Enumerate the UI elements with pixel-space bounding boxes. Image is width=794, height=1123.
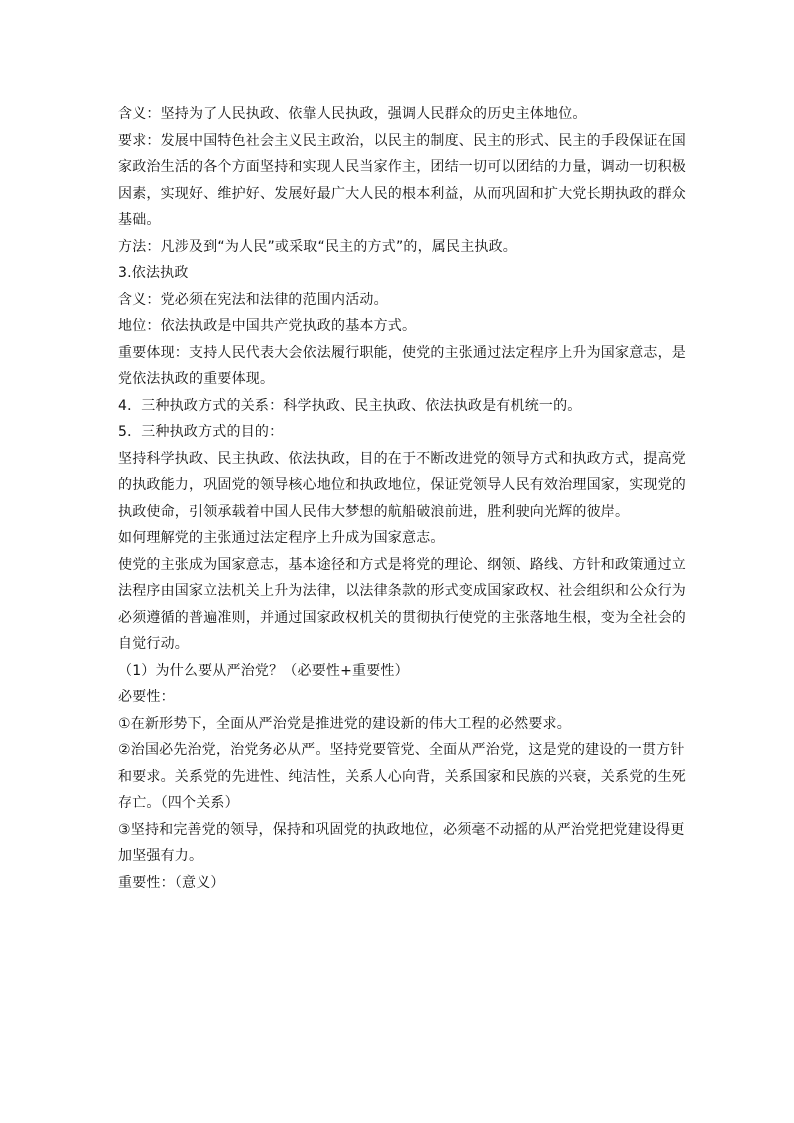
- text-line: 家政治生活的各个方面坚持和实现人民当家作主，团结一切可以团结的力量，调动一切积极: [118, 159, 686, 175]
- text-line: 重要性：（意义）: [118, 874, 225, 891]
- text-line: 含义：党必须在宪法和法律的范围内活动。: [118, 291, 388, 308]
- text-line: 必须遵循的普遍准则，并通过国家政权机关的贯彻执行使党的主张落地生根，变为全社会的: [118, 609, 686, 626]
- section-heading: 4．三种执政方式的关系：科学执政、民主执政、依法执政是有机统一的。: [118, 397, 582, 414]
- text-line: 因素，实现好、维护好、发展好最广大人民的根本利益，从而巩固和扩大党长期执政的群众: [118, 185, 686, 202]
- section-heading: 5．三种执政方式的目的：: [118, 424, 284, 440]
- text-line: 坚持科学执政、民主执政、依法执政，目的在于不断改进党的领导方式和执政方式，提高党: [118, 450, 686, 467]
- text-line: 基础。: [118, 212, 161, 228]
- question-line: （1）为什么要从严治党？（必要性+重要性）: [118, 662, 409, 679]
- text-line: 使党的主张成为国家意志，基本途径和方式是将党的理论、纲领、路线、方针和政策通过立: [118, 556, 686, 573]
- text-line: 要求：发展中国特色社会主义民主政治，以民主的制度、民主的形式、民主的手段保证在国: [118, 132, 686, 149]
- text-line: 和要求。关系党的先进性、纯洁性，关系人心向背，关系国家和民族的兴衰，关系党的生死: [118, 768, 686, 785]
- text-line: 自觉行动。: [118, 636, 189, 652]
- text-line: 执政使命，引领承载着中国人民伟大梦想的航船破浪前进，胜利驶向光辉的彼岸。: [118, 503, 630, 520]
- text-line: 必要性：: [118, 689, 175, 705]
- list-item: ①在新形势下，全面从严治党是推进党的建设新的伟大工程的必然要求。: [118, 715, 571, 732]
- text-line: 含义：坚持为了人民执政、依靠人民执政，强调人民群众的历史主体地位。: [118, 106, 587, 122]
- text-line: 加坚强有力。: [118, 848, 204, 864]
- document-page: [118, 101, 686, 896]
- text-line: 重要体现：支持人民代表大会依法履行职能，使党的主张通过法定程序上升为国家意志，是: [118, 344, 686, 361]
- text-line: 的执政能力，巩固党的领导核心地位和执政地位，保证党领导人民有效治理国家，实现党的: [118, 477, 686, 493]
- text-line: 存亡。（四个关系）: [118, 795, 239, 811]
- text-line: 方法：凡涉及到“为人民”或采取“民主的方式”的，属民主执政。: [118, 238, 518, 255]
- section-heading: 3.依法执政: [118, 265, 189, 281]
- text-line: 法程序由国家立法机关上升为法律，以法律条款的形式变成国家政权、社会组织和公众行为: [118, 583, 686, 599]
- list-item: ③坚持和完善党的领导，保持和巩固党的执政地位，必须毫不动摇的从严治党把党建设得更: [118, 821, 685, 838]
- text-line: 党依法执政的重要体现。: [118, 371, 275, 387]
- list-item: ②治国必先治党，治党务必从严。坚持党要管党、全面从严治党，这是党的建设的一贯方针: [118, 742, 685, 758]
- question-line: 如何理解党的主张通过法定程序上升成为国家意志。: [118, 530, 445, 546]
- text-line: 地位：依法执政是中国共产党执政的基本方式。: [118, 318, 417, 334]
